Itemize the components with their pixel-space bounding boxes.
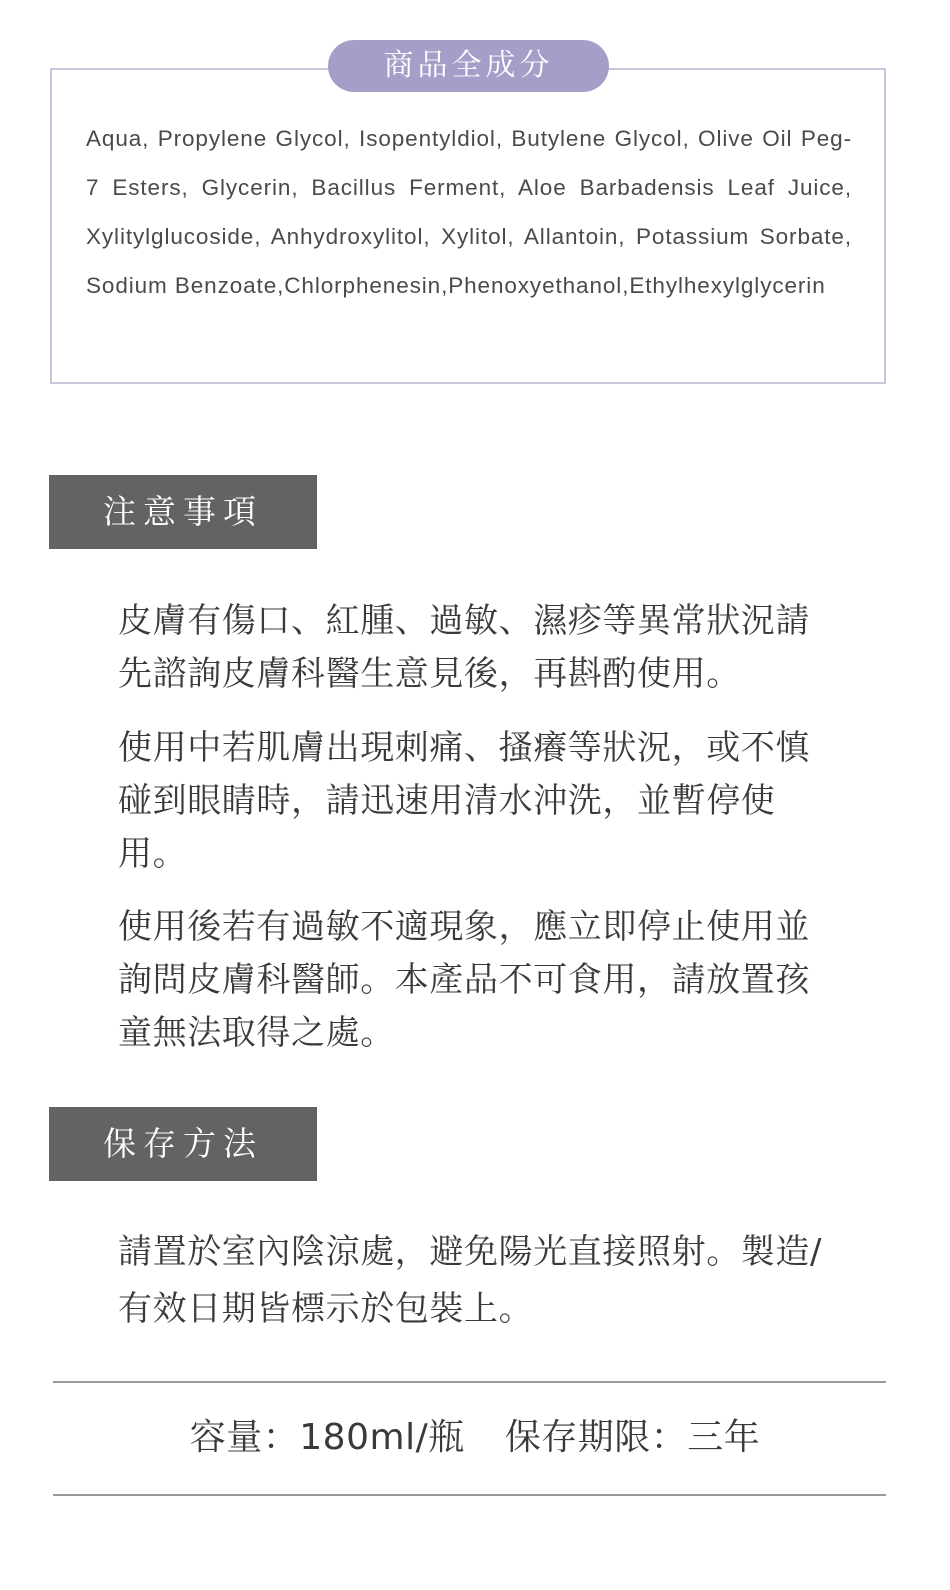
storage-heading: 保存方法 (49, 1107, 317, 1181)
precaution-paragraph-2: 使用中若肌膚出現刺痛、搔癢等狀況，或不慎碰到眼睛時，請迅速用清水沖洗，並暫停使用。 (118, 728, 810, 874)
ingredients-list: Aqua, Propylene Glycol, Isopentyldiol, Butylene Glycol, Olive Oil Peg-7 Esters, Glycerin, Bacillus Ferment, Aloe Barbadensis Leaf Juice, Xylitylglucoside, Anhydroxylitol, Xylitol, Allantoin, Potassium Sorbate, Sodium Benzoate,Chlorphenesin,Phenoxyethanol,Ethylhexylglycerin (86, 126, 852, 298)
ingredients-badge: 商品全成分 (328, 40, 609, 92)
shelf-life-text: 保存期限：三年 (504, 1417, 761, 1458)
divider-top (53, 1381, 886, 1383)
precautions-heading: 注意事項 (49, 475, 317, 549)
volume-text: 容量：180ml/瓶 (189, 1417, 465, 1458)
precaution-paragraph-1: 皮膚有傷口、紅腫、過敏、濕疹等異常狀況請先諮詢皮膚科醫生意見後，再斟酌使用。 (118, 601, 810, 694)
divider-bottom (53, 1494, 886, 1496)
product-info-line (0, 1412, 950, 1464)
precaution-paragraph-3: 使用後若有過敏不適現象，應立即停止使用並詢問皮膚科醫師。本產品不可食用，請放置孩童無法取得之處。 (118, 907, 810, 1053)
storage-text: 請置於室內陰涼處，避免陽光直接照射。製造/有效日期皆標示於包裝上。 (118, 1232, 823, 1329)
